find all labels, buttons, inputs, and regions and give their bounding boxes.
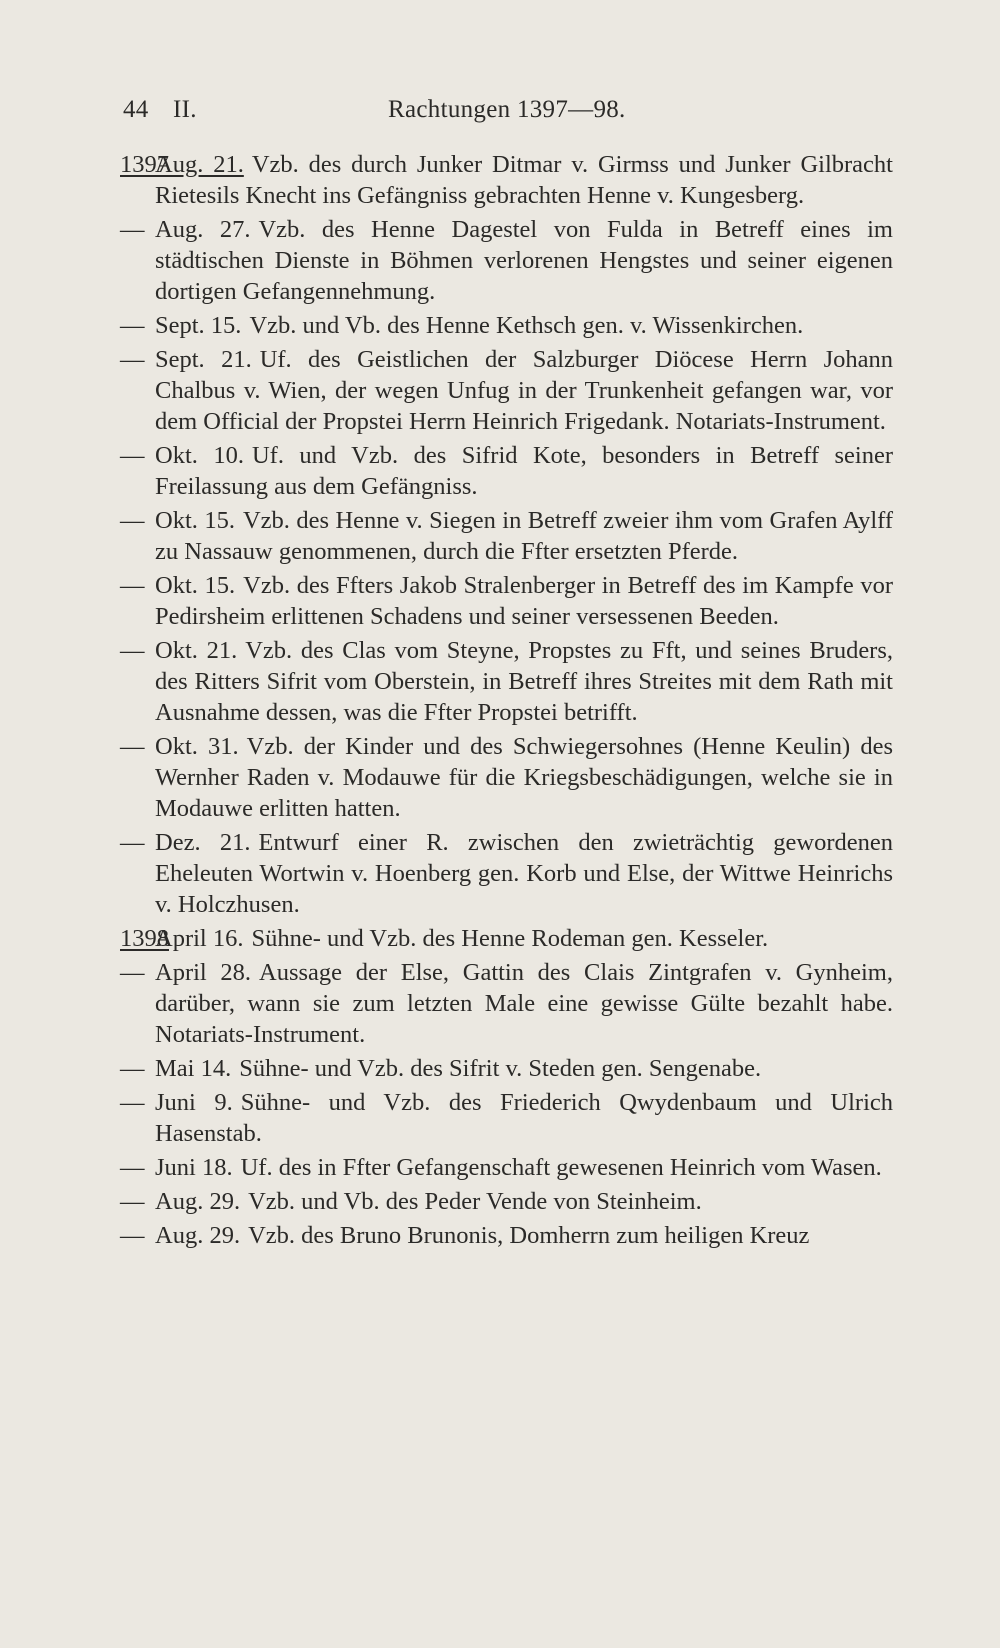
entry-text: Vzb. des durch Junker Ditmar v. Girmss und Junker Gilbracht Rietesils Knecht ins Gefängniss gebrachten Henne v. Kungesberg. — [155, 151, 893, 209]
entry-list — [120, 149, 893, 1254]
entry-date: Sept. 21. — [155, 346, 252, 373]
list-item — [120, 344, 893, 437]
entry-date: Aug. 27. — [155, 216, 251, 243]
entry-text: Sühne- und Vzb. des Henne Rodeman gen. Kesseler. — [251, 925, 769, 952]
list-item — [120, 957, 893, 1050]
ditto-dash: — — [120, 637, 145, 664]
entry-text: Entwurf einer R. zwischen den zwieträchtig gewordenen Eheleuten Wortwin v. Hoenberg gen. Korb und Else, der Wittwe Heinrichs v. Holczhusen. — [155, 829, 893, 918]
entry-text: Sühne- und Vzb. des Sifrit v. Steden gen. Sengenabe. — [239, 1055, 762, 1082]
entry-date: Okt. 10. — [155, 442, 244, 469]
list-item — [120, 310, 893, 341]
page-number: 44 — [123, 96, 149, 123]
entry-date: Mai 14. — [155, 1055, 232, 1082]
list-item — [120, 1053, 893, 1084]
entry-text: Uf. und Vzb. des Sifrid Kote, besonders in Betreff seiner Freilassung aus dem Gefängniss. — [155, 442, 894, 500]
entry-text: Vzb. des Clas vom Steyne, Propstes zu Fft, und seines Bruders, des Ritters Sifrit vom Oberstein, in Betreff ihres Streites mit dem Rath mit Ausnahme dessen, was die Ffter Propstei betrifft. — [155, 637, 894, 726]
part-number: II. — [173, 96, 197, 123]
entry-text: Uf. des in Ffter Gefangenschaft gewesenen Heinrich vom Wasen. — [240, 1154, 882, 1181]
list-item — [120, 440, 893, 502]
ditto-dash: — — [120, 1154, 145, 1181]
entry-date: Sept. 15. — [155, 312, 242, 339]
entry-date: Dez. 21. — [155, 829, 251, 856]
ditto-dash: — — [120, 442, 145, 469]
ditto-dash: — — [120, 216, 145, 243]
list-item — [120, 1152, 893, 1183]
entry-text: Uf. des Geistlichen der Salzburger Diöcese Herrn Johann Chalbus v. Wien, der wegen Unfug in der Trunkenheit gefangen war, vor dem Official der Propstei Herrn Heinrich Frigedank. Notariats-Instrument. — [155, 346, 893, 435]
entry-date: Juni 9. — [155, 1089, 233, 1116]
entry-text: Vzb. und Vb. des Peder Vende von Steinheim. — [248, 1188, 702, 1215]
entry-text: Aussage der Else, Gattin des Clais Zintgrafen v. Gynheim, darüber, wann sie zum letzten Male eine gewisse Gülte bezahlt habe. Notariats-Instrument. — [155, 959, 893, 1048]
entry-text: Vzb. des Ffters Jakob Stralenberger in Betreff des im Kampfe vor Pedirsheim erlittenen Schadens und seiner versessenen Beeden. — [155, 572, 894, 630]
list-item — [120, 731, 893, 824]
entry-date: April 28. — [155, 959, 252, 986]
ditto-dash: — — [120, 1055, 145, 1082]
list-item — [120, 1087, 893, 1149]
running-title: Rachtungen 1397—98. — [388, 96, 626, 123]
entry-date: Aug. 21. — [155, 151, 244, 178]
entry-year: 1398 — [120, 925, 169, 952]
list-item — [120, 1186, 893, 1217]
ditto-dash: — — [120, 346, 145, 373]
ditto-dash: — — [120, 959, 145, 986]
entry-date: Okt. 15. — [155, 572, 236, 599]
ditto-dash: — — [120, 572, 145, 599]
list-item — [120, 149, 893, 211]
ditto-dash: — — [120, 1188, 145, 1215]
entry-text: Vzb. des Henne Dagestel von Fulda in Betreff eines im städtischen Dienste in Böhmen verlorenen Hengstes und seiner eigenen dortigen Gefangennehmung. — [155, 216, 893, 305]
ditto-dash: — — [120, 829, 145, 856]
entry-date: Juni 18. — [155, 1154, 233, 1181]
ditto-dash: — — [120, 1222, 145, 1249]
list-item — [120, 923, 893, 954]
list-item — [120, 214, 893, 307]
list-item — [120, 505, 893, 567]
entry-text: Vzb. des Bruno Brunonis, Domherrn zum heiligen Kreuz — [248, 1222, 810, 1249]
list-item — [120, 635, 893, 728]
entry-text: Vzb. und Vb. des Henne Kethsch gen. v. Wissenkirchen. — [249, 312, 804, 339]
list-item — [120, 827, 893, 920]
entry-year: 1397 — [120, 151, 169, 178]
entry-date: Aug. 29. — [155, 1188, 241, 1215]
list-item — [120, 570, 893, 632]
entry-date: April 16. — [155, 925, 244, 952]
ditto-dash: — — [120, 312, 145, 339]
entry-date: Aug. 29. — [155, 1222, 241, 1249]
entry-text: Sühne- und Vzb. des Friederich Qwydenbaum und Ulrich Hasenstab. — [155, 1089, 893, 1147]
page-header — [123, 96, 895, 136]
entry-date: Okt. 21. — [155, 637, 238, 664]
entry-date: Okt. 15. — [155, 507, 235, 534]
entry-text: Vzb. der Kinder und des Schwiegersohnes (Henne Keulin) des Wernher Raden v. Modauwe für die Kriegsbeschädigungen, welche sie in Modauwe erlitten hatten. — [155, 733, 893, 822]
entry-text: Vzb. des Henne v. Siegen in Betreff zweier ihm vom Grafen Aylff zu Nassauw genommenen, durch die Ffter ersetzten Pferde. — [155, 507, 894, 565]
entry-date: Okt. 31. — [155, 733, 239, 760]
ditto-dash: — — [120, 1089, 145, 1116]
ditto-dash: — — [120, 507, 145, 534]
list-item — [120, 1220, 893, 1251]
ditto-dash: — — [120, 733, 145, 760]
